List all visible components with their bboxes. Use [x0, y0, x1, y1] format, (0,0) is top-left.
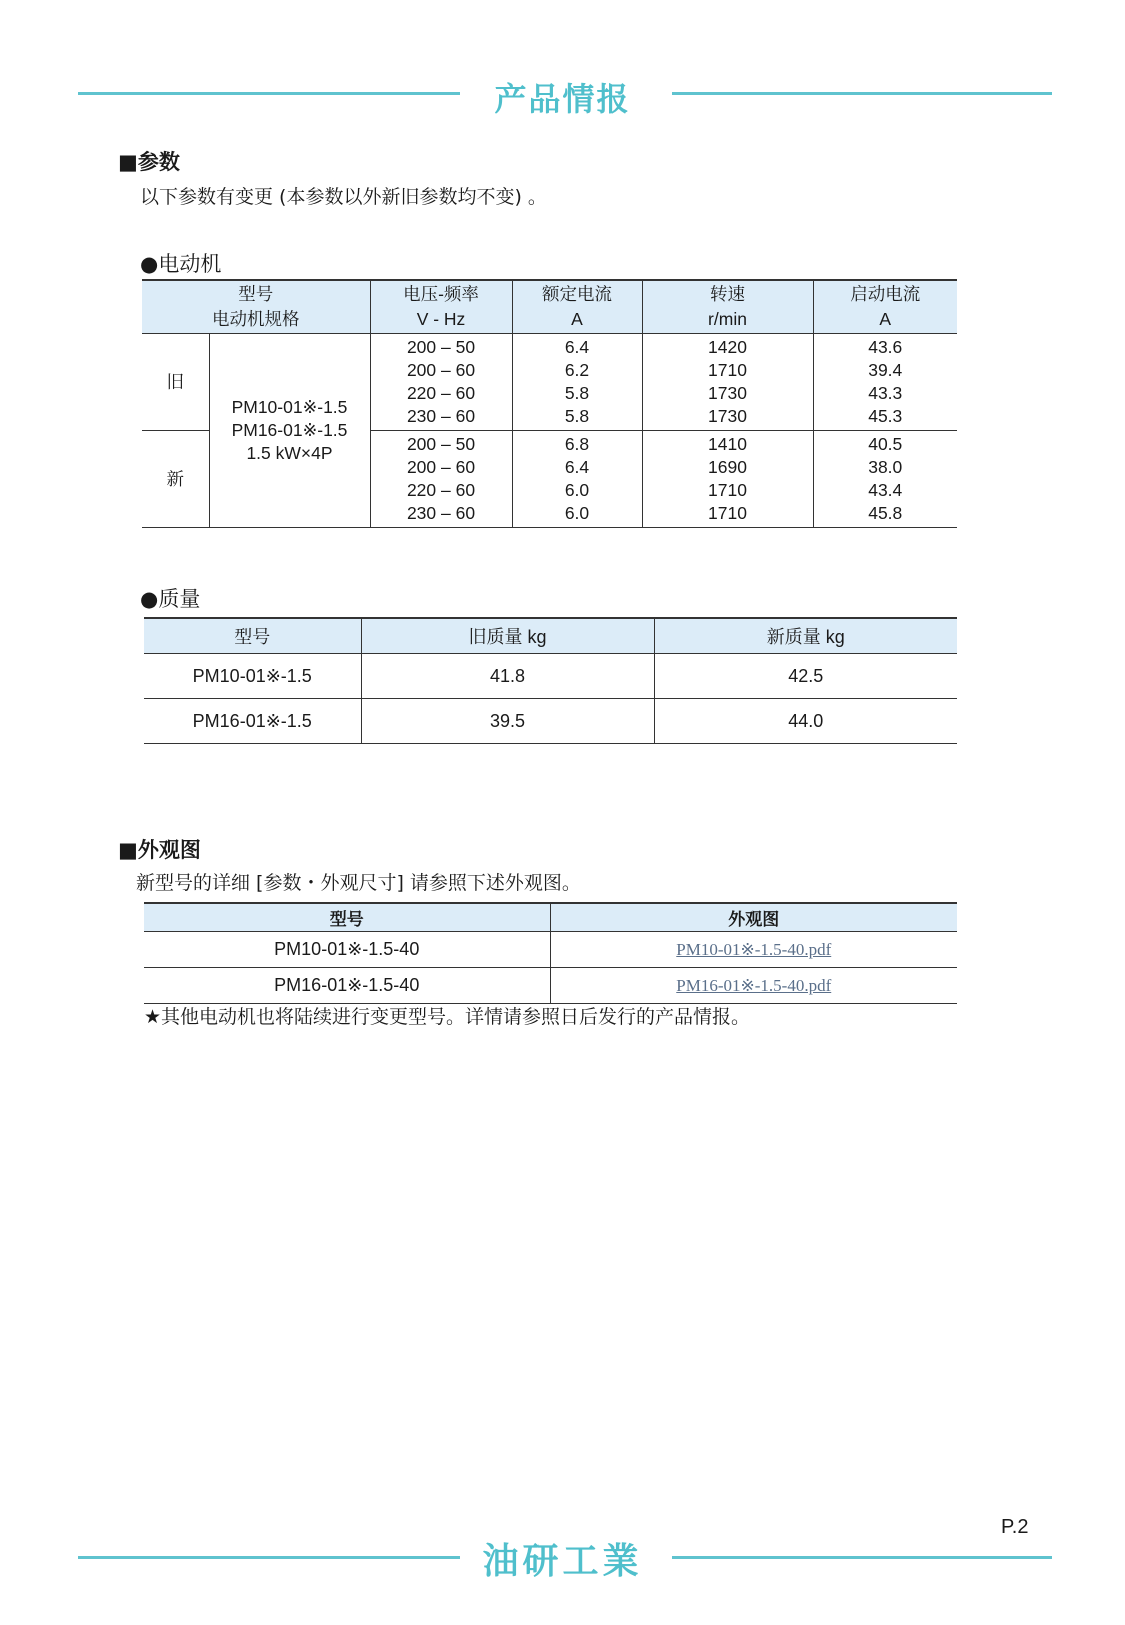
new-voltage-freq: 200 – 50 200 – 60 220 – 60 230 – 60: [370, 431, 512, 528]
params-section-title: ■参数: [118, 150, 180, 174]
company-logo: 油研工業: [482, 1541, 643, 1582]
exterior-section-title: ■外观图: [118, 838, 201, 862]
new-start-current: 40.5 38.0 43.4 45.8: [813, 431, 957, 528]
ext-model: PM16-01※-1.5-40: [144, 968, 550, 1004]
new-rated-current: 6.8 6.4 6.0 6.0: [512, 431, 642, 528]
header-rated-current: 额定电流 A: [512, 280, 642, 334]
mass-model: PM16-01※-1.5: [144, 699, 361, 744]
table-row: [144, 968, 957, 1004]
new-speed: 1410 1690 1710 1710: [642, 431, 813, 528]
page-number: P.2: [1001, 1516, 1029, 1538]
pdf-link[interactable]: PM16-01※-1.5-40.pdf: [676, 976, 832, 995]
exterior-table-header: [144, 903, 957, 932]
motor-table: [142, 279, 957, 528]
mass-header-model: 型号: [144, 618, 361, 654]
mass-header-new: 新质量 kg: [654, 618, 957, 654]
mass-new: 44.0: [654, 699, 957, 744]
header-model-spec: 型号 电动机规格: [142, 280, 370, 334]
mass-title: ●质量: [140, 587, 201, 611]
old-voltage-freq: 200 – 50 200 – 60 220 – 60 230 – 60: [370, 334, 512, 431]
mass-old: 39.5: [361, 699, 654, 744]
ext-model: PM10-01※-1.5-40: [144, 932, 550, 968]
params-description: 以下参数有变更 (本参数以外新旧参数均不变) 。: [140, 186, 547, 208]
header-start-current: 启动电流 A: [813, 280, 957, 334]
header-speed: 转速 r/min: [642, 280, 813, 334]
mass-table: [144, 617, 957, 744]
table-row: [144, 699, 957, 744]
old-start-current: 43.6 39.4 43.3 45.3: [813, 334, 957, 431]
row-label-old: 旧: [142, 334, 209, 431]
mass-model: PM10-01※-1.5: [144, 654, 361, 699]
page-title: 产品情报: [494, 80, 631, 118]
table-row: [144, 654, 957, 699]
mass-old: 41.8: [361, 654, 654, 699]
motor-table-header: [142, 280, 957, 334]
header-voltage-freq: 电压-频率 V - Hz: [370, 280, 512, 334]
exterior-description: 新型号的详细 [参数・外观尺寸] 请参照下述外观图。: [136, 872, 581, 894]
ext-header-model: 型号: [144, 903, 550, 932]
note-text: ★其他电动机也将陆续进行变更型号。详情请参照日后发行的产品情报。: [144, 1006, 751, 1028]
row-label-new: 新: [142, 431, 209, 528]
ext-link-cell: [550, 968, 957, 1004]
ext-header-drawing: 外观图: [550, 903, 957, 932]
model-spec-cell: PM10-01※-1.5 PM16-01※-1.5 1.5 kW×4P: [209, 334, 370, 528]
mass-table-header: [144, 618, 957, 654]
motor-row-old: [142, 334, 957, 431]
pdf-link[interactable]: PM10-01※-1.5-40.pdf: [676, 940, 832, 959]
old-rated-current: 6.4 6.2 5.8 5.8: [512, 334, 642, 431]
ext-link-cell: [550, 932, 957, 968]
table-row: [144, 932, 957, 968]
exterior-table: [144, 902, 957, 1004]
mass-header-old: 旧质量 kg: [361, 618, 654, 654]
old-speed: 1420 1710 1730 1730: [642, 334, 813, 431]
motor-title: ●电动机: [140, 252, 222, 276]
mass-new: 42.5: [654, 654, 957, 699]
